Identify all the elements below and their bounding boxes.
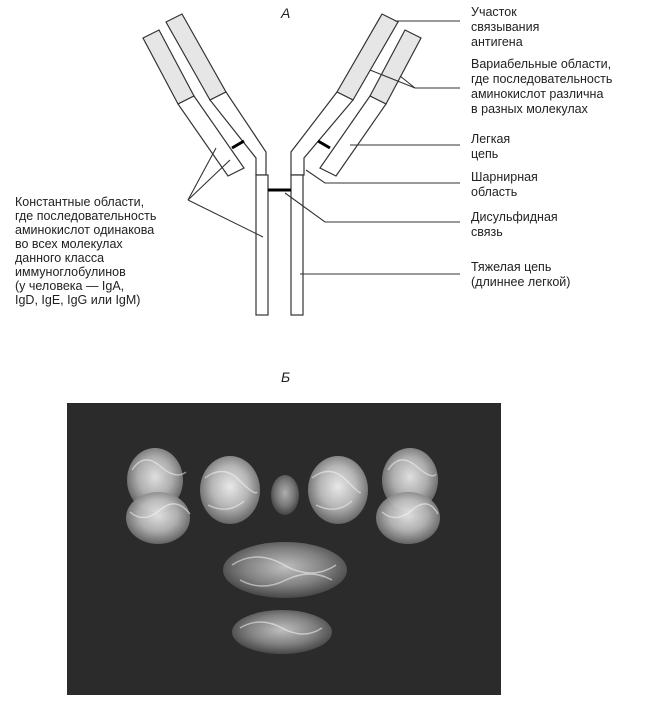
label-antigen-site: Участок связывания антигена: [471, 5, 540, 49]
leader-constant-2: [188, 160, 230, 200]
leader-variable-2: [400, 76, 415, 88]
label-variable-regions: Вариабельные области, где последовательность аминокислот различна в разных молекулах: [471, 57, 613, 116]
label-disulfide: Дисульфидная связь: [471, 210, 558, 239]
leader-constant-1: [188, 148, 216, 200]
leader-disulfide: [285, 193, 460, 222]
leader-constant-3: [188, 200, 263, 237]
label-constant-regions: Константные области, где последовательность аминокислот одинакова во всех молекулах данного класса иммуноглобулинов (у человека — IgA, IgD, IgE, IgG или IgM): [15, 195, 157, 307]
label-hinge: Шарнирная область: [471, 170, 538, 199]
protein-structure-image: [67, 403, 501, 695]
right-fab-constant-lobe: [308, 456, 368, 524]
structure-hinge: [271, 475, 299, 515]
panel-a-letter: А: [281, 5, 291, 21]
label-heavy-chain: Тяжелая цепь (длиннее легкой): [471, 260, 571, 289]
fc-lower-lobe: [232, 610, 332, 654]
right-light-heavy-bond: [318, 141, 330, 148]
left-light-heavy-bond: [232, 141, 244, 148]
panel-b-letter: Б: [281, 369, 291, 385]
left-heavy-chain: [166, 14, 268, 315]
label-light-chain: Легкая цепь: [471, 132, 511, 161]
fc-upper-lobe: [223, 542, 347, 598]
